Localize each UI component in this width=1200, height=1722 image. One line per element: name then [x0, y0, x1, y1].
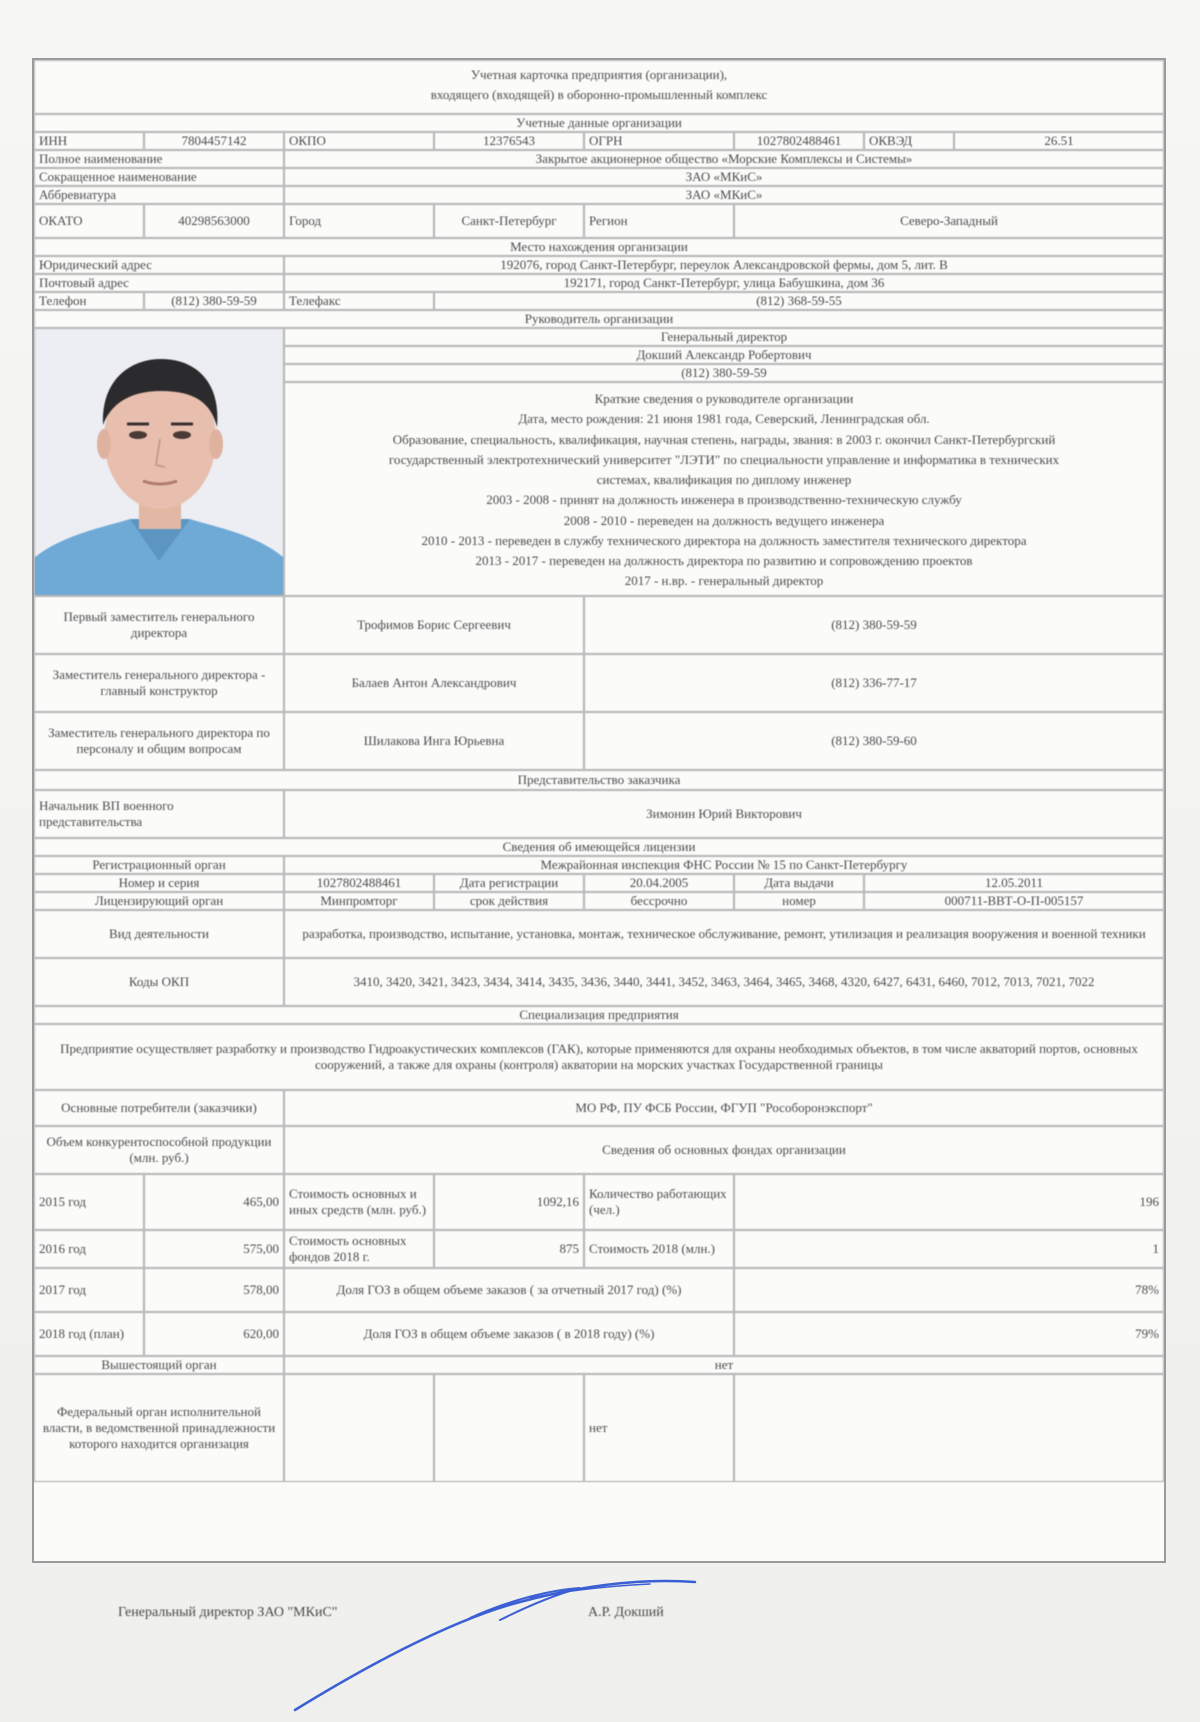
- activity-value: разработка, производство, испытание, установка, монтаж, техническое обслуживание, ремонт, утилизация и реализация вооружения и военной техники: [284, 910, 1164, 958]
- okp-value: 3410, 3420, 3421, 3423, 3434, 3414, 3435, 3436, 3440, 3441, 3452, 3463, 3464, 3465, 3468, 4320, 6427, 6431, 6460, 7012, 7013, 7021, 7022: [284, 958, 1164, 1006]
- license-authority-label: Регистрационный орган: [34, 856, 284, 874]
- city-label: Город: [284, 204, 434, 238]
- deputy-phone: (812) 336-77-17: [584, 654, 1164, 712]
- share-value: 79%: [734, 1312, 1164, 1356]
- bio-line: системах, квалификация по диплому инженер: [596, 472, 852, 487]
- stat-value: 1092,16: [434, 1174, 584, 1230]
- bio-line: Дата, место рождения: 21 июня 1981 года, Северский, Ленинградская обл.: [518, 411, 930, 427]
- license-org-value: Минпромторг: [284, 892, 434, 910]
- legal-address-value: 192076, город Санкт-Петербург, переулок Александровской фермы, дом 5, лит. В: [284, 256, 1164, 274]
- military-label: Начальник ВП военного представительства: [34, 790, 284, 838]
- fed-empty-1: [284, 1374, 434, 1482]
- volume-year: 2018 год (план): [34, 1312, 144, 1356]
- customers-label: Основные потребители (заказчики): [34, 1090, 284, 1126]
- fed-empty-2: [434, 1374, 584, 1482]
- bio-line: Образование, специальность, квалификация, научная степень, награды, звания: в 2003 г. окончил Санкт-Петербургский: [392, 431, 1056, 447]
- header-line-2: входящего (входящей) в оборонно-промышленный комплекс: [430, 87, 768, 103]
- license-number-label: Номер и серия: [34, 874, 284, 892]
- okpo-label: ОКПО: [284, 132, 434, 150]
- fax-label: Телефакс: [284, 292, 434, 310]
- stat-label: Стоимость 2018 (млн.): [584, 1230, 734, 1268]
- volume-label: Объем конкурентоспособной продукции (млн. руб.): [34, 1126, 284, 1174]
- fed-value: нет: [584, 1374, 734, 1482]
- exec-label: Вышестоящий орган: [34, 1356, 284, 1374]
- volume-year: 2015 год: [34, 1174, 144, 1230]
- phone-label: Телефон: [34, 292, 144, 310]
- volume-value: 465,00: [144, 1174, 284, 1230]
- volume-header: Сведения об основных фондах организации: [284, 1126, 1164, 1174]
- bio-line: государственный электротехнический университет "ЛЭТИ" по специальности управление и информатика в технических: [388, 451, 1060, 467]
- activity-label: Вид деятельности: [34, 910, 284, 958]
- inn-label: ИНН: [34, 132, 144, 150]
- head-bio: [284, 382, 1164, 596]
- inn-value: 7804457142: [144, 132, 284, 150]
- okato-label: ОКАТО: [34, 204, 144, 238]
- share-label: Доля ГОЗ в общем объеме заказов ( в 2018 году) (%): [284, 1312, 734, 1356]
- military-value: Зимонин Юрий Викторович: [284, 790, 1164, 838]
- full-name-value: Закрытое акционерное общество «Морские Комплексы и Системы»: [284, 150, 1164, 168]
- customers-value: МО РФ, ПУ ФСБ России, ФГУП "Рособоронэкспорт": [284, 1090, 1164, 1126]
- bio-line: 2003 - 2008 - принят на должность инженера в производственно-техническую службу: [486, 492, 962, 508]
- section-title-license: Сведения об имеющейся лицензии: [34, 838, 1164, 856]
- portrait-image: [35, 329, 283, 595]
- section-title-specialization: Специализация предприятия: [34, 1006, 1164, 1024]
- card-header: [34, 60, 1164, 114]
- share-label: Доля ГОЗ в общем объеме заказов ( за отчетный 2017 год) (%): [284, 1268, 734, 1312]
- head-photo: [34, 328, 284, 596]
- bio-line: 2010 - 2013 - переведен в службу технического директора на должность заместителя технического директора: [421, 532, 1027, 548]
- okved-value: 26.51: [954, 132, 1164, 150]
- specialization-text: Предприятие осуществляет разработку и производство Гидроакустических комплексов (ГАК), которые применяются для охраны необходимых объектов, в том числе акваторий портов, основных сооружений, а также для охраны (контроля) акватории на морских участках Государственной границы: [34, 1024, 1164, 1090]
- handwritten-signature: [280, 1560, 710, 1720]
- license-authority-value: Межрайонная инспекция ФНС России № 15 по Санкт-Петербургу: [284, 856, 1164, 874]
- deputy-name: Шилакова Инга Юрьевна: [284, 712, 584, 770]
- deputy-phone: (812) 380-59-60: [584, 712, 1164, 770]
- head-position: Генеральный директор: [284, 328, 1164, 346]
- header-line-1: Учетная карточка предприятия (организации),: [470, 67, 728, 82]
- stat-value: 875: [434, 1230, 584, 1268]
- fed-empty-3: [734, 1374, 1164, 1482]
- short-name-value: ЗАО «МКиС»: [284, 168, 1164, 186]
- reg-date-label: Дата регистрации: [434, 874, 584, 892]
- section-title-head: Руководитель организации: [34, 310, 1164, 328]
- abbr-value: ЗАО «МКиС»: [284, 186, 1164, 204]
- signature-name: А.Р. Докший: [588, 1605, 664, 1620]
- region-label: Регион: [584, 204, 734, 238]
- share-value: 78%: [734, 1268, 1164, 1312]
- license-number-value: 1027802488461: [284, 874, 434, 892]
- deputy-phone: (812) 380-59-59: [584, 596, 1164, 654]
- stat-label: Стоимость основных фондов 2018 г.: [284, 1230, 434, 1268]
- deputy-position: Заместитель генерального директора - главный конструктор: [34, 654, 284, 712]
- deputy-name: Балаев Антон Александрович: [284, 654, 584, 712]
- issue-date-value: 12.05.2011: [864, 874, 1164, 892]
- ogrn-label: ОГРН: [584, 132, 734, 150]
- deputy-name: Трофимов Борис Сергеевич: [284, 596, 584, 654]
- deputy-position: Первый заместитель генерального директора: [34, 596, 284, 654]
- section-title-military: Представительство заказчика: [34, 770, 1164, 790]
- okato-value: 40298563000: [144, 204, 284, 238]
- license-term-label: срок действия: [434, 892, 584, 910]
- ogrn-value: 1027802488461: [734, 132, 864, 150]
- fed-label: Федеральный орган исполнительной власти, в ведомственной принадлежности которого находится организация: [34, 1374, 284, 1482]
- okp-label: Коды ОКП: [34, 958, 284, 1006]
- section-title-contacts: Место нахождения организации: [34, 238, 1164, 256]
- okved-label: ОКВЭД: [864, 132, 954, 150]
- volume-value: 578,00: [144, 1268, 284, 1312]
- head-name: Докший Александр Робертович: [284, 346, 1164, 364]
- postal-address-label: Почтовый адрес: [34, 274, 284, 292]
- bio-title: Краткие сведения о руководителе организации: [594, 391, 854, 406]
- bio-line: 2013 - 2017 - переведен на должность директора по развитию и сопровождению проектов: [475, 553, 973, 568]
- postal-address-value: 192171, город Санкт-Петербург, улица Бабушкина, дом 36: [284, 274, 1164, 292]
- signature-position: Генеральный директор ЗАО "МКиС": [118, 1605, 338, 1620]
- registration-card: [32, 58, 1166, 1563]
- fax-value: (812) 368-59-55: [434, 292, 1164, 310]
- volume-year: 2016 год: [34, 1230, 144, 1268]
- volume-year: 2017 год: [34, 1268, 144, 1312]
- license-num-label: номер: [734, 892, 864, 910]
- exec-value: нет: [284, 1356, 1164, 1374]
- volume-value: 620,00: [144, 1312, 284, 1356]
- stat-value: 1: [734, 1230, 1164, 1268]
- abbr-label: Аббревиатура: [34, 186, 284, 204]
- issue-date-label: Дата выдачи: [734, 874, 864, 892]
- okpo-value: 12376543: [434, 132, 584, 150]
- deputy-position: Заместитель генерального директора по персоналу и общим вопросам: [34, 712, 284, 770]
- license-num-value: 000711-ВВТ-О-П-005157: [864, 892, 1164, 910]
- short-name-label: Сокращенное наименование: [34, 168, 284, 186]
- license-term-value: бессрочно: [584, 892, 734, 910]
- stat-label: Стоимость основных и иных средств (млн. руб.): [284, 1174, 434, 1230]
- city-value: Санкт-Петербург: [434, 204, 584, 238]
- volume-value: 575,00: [144, 1230, 284, 1268]
- region-value: Северо-Западный: [734, 204, 1164, 238]
- phone-value: (812) 380-59-59: [144, 292, 284, 310]
- legal-address-label: Юридический адрес: [34, 256, 284, 274]
- bio-line: 2008 - 2010 - переведен на должность ведущего инженера: [563, 512, 885, 528]
- stat-value: 196: [734, 1174, 1164, 1230]
- reg-date-value: 20.04.2005: [584, 874, 734, 892]
- full-name-label: Полное наименование: [34, 150, 284, 168]
- head-phone: (812) 380-59-59: [284, 364, 1164, 382]
- section-title-details: Учетные данные организации: [34, 114, 1164, 132]
- stat-label: Количество работающих (чел.): [584, 1174, 734, 1230]
- license-org-label: Лицензирующий орган: [34, 892, 284, 910]
- bio-line: 2017 - н.вр. - генеральный директор: [624, 573, 824, 589]
